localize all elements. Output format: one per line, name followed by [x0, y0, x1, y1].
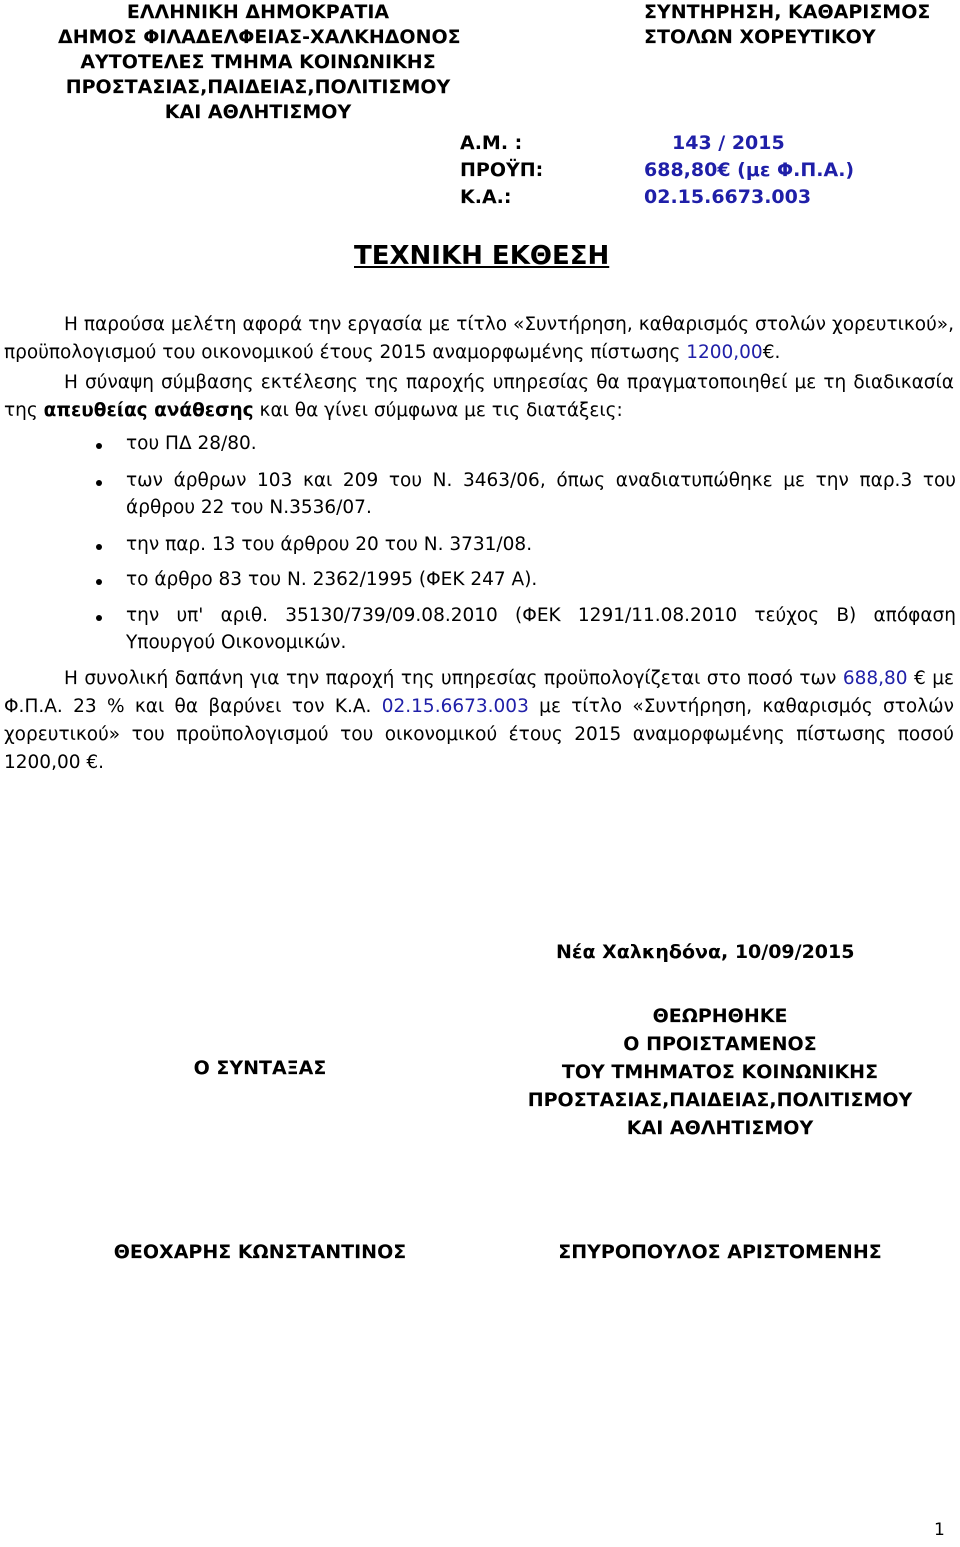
- ka-label: Κ.Α.:: [460, 186, 512, 208]
- supervisor-line: ΠΡΟΣΤΑΣΙΑΣ,ΠΑΙΔΕΙΑΣ,ΠΟΛΙΤΙΣΜΟΥ: [527, 1089, 913, 1111]
- am-label: Α.Μ. :: [460, 132, 523, 154]
- list-item: του ΠΔ 28/80.: [126, 433, 257, 454]
- intro-tail: €.: [762, 342, 781, 363]
- authority-header: [58, 0, 461, 125]
- paragraph-procedure: [4, 369, 954, 425]
- expense-text: Η συνολική δαπάνη για την παροχή της υπηρεσίας προϋπολογίζεται στο ποσό των: [64, 668, 843, 689]
- expense-amount: 688,80: [842, 668, 908, 689]
- header-line: ΠΡΟΣΤΑΣΙΑΣ,ΠΑΙΔΕΙΑΣ,ΠΟΛΙΤΙΣΜΟΥ: [65, 76, 451, 98]
- author-name: ΘΕΟΧΑΡΗΣ ΚΩΝΣΤΑΝΤΙΝΟΣ: [113, 1241, 407, 1263]
- bullet-icon: [96, 443, 102, 449]
- supervisor-line: ΚΑΙ ΑΘΛΗΤΙΣΜΟΥ: [626, 1117, 814, 1139]
- bullet-icon: [96, 615, 102, 621]
- paragraph-intro: [4, 311, 954, 367]
- header-line: ΕΛΛΗΝΙΚΗ ΔΗΜΟΚΡΑΤΙΑ: [126, 1, 390, 23]
- paragraph-expense: [4, 665, 954, 777]
- budget-value: 688,80€ (με Φ.Π.Α.): [644, 159, 855, 181]
- am-value: 143 / 2015: [672, 132, 785, 154]
- expense-text-2: € με Φ.Π.Α. 23 % και θα βαρύνει τον Κ.Α.: [4, 668, 954, 717]
- list-item: την παρ. 13 του άρθρου 20 του Ν. 3731/08.: [126, 534, 533, 555]
- list-item: των άρθρων 103 και 209 του Ν. 3463/06, όπως αναδιατυπώθηκε με την παρ.3 του άρθρου 22 του Ν.3536/07.: [126, 470, 956, 518]
- list-item: την υπ' αριθ. 35130/739/09.08.2010 (ΦΕΚ 1291/11.08.2010 τεύχος Β) απόφαση Υπουργού Οικονομικών.: [126, 605, 956, 653]
- procedure-text-end: και θα γίνει σύμφωνα με τις διατάξεις:: [253, 400, 623, 421]
- supervisor-line: ΤΟΥ ΤΜΗΜΑΤΟΣ ΚΟΙΝΩΝΙΚΗΣ: [561, 1061, 879, 1083]
- header-line: ΑΥΤΟΤΕΛΕΣ ΤΜΗΜΑ ΚΟΙΝΩΝΙΚΗΣ: [80, 51, 436, 73]
- supervisor-block: [490, 1002, 950, 1142]
- intro-text: Η παρούσα μελέτη αφορά την εργασία με τίτλο «Συντήρηση, καθαρισμός στολών χορευτικού», προϋπολογισμού του οικονομικού έτους 2015 αναμορφωμένης πίστωσης: [4, 314, 954, 363]
- budget-label: ΠΡΟΫΠ:: [460, 159, 544, 181]
- document-title: ΤΕΧΝΙΚΗ ΕΚΘΕΣΗ: [354, 241, 610, 271]
- header-line: ΔΗΜΟΣ ΦΙΛΑΔΕΛΦΕΙΑΣ-ΧΑΛΚΗΔΟΝΟΣ: [58, 26, 461, 48]
- bullet-icon: [96, 579, 102, 585]
- subject-line: ΣΥΝΤΗΡΗΣΗ, ΚΑΘΑΡΙΣΜΟΣ: [644, 1, 931, 23]
- header-line: ΚΑΙ ΑΘΛΗΤΙΣΜΟΥ: [164, 101, 352, 123]
- credit-amount: 1200,00: [686, 342, 763, 363]
- supervisor-name: ΣΠΥΡΟΠΟΥΛΟΣ ΑΡΙΣΤΟΜΕΝΗΣ: [558, 1241, 882, 1263]
- date-line: Νέα Χαλκηδόνα, 10/09/2015: [556, 941, 855, 963]
- subject-line: ΣΤΟΛΩΝ ΧΟΡΕΥΤΙΚΟΥ: [644, 26, 876, 48]
- subject-header: [644, 0, 930, 50]
- list-item: το άρθρο 83 του Ν. 2362/1995 (ΦΕΚ 247 Α).: [126, 569, 538, 590]
- author-role: Ο ΣΥΝΤΑΞΑΣ: [193, 1057, 327, 1079]
- ka-value: 02.15.6673.003: [644, 186, 812, 208]
- bullet-icon: [96, 480, 102, 486]
- bullet-icon: [96, 544, 102, 550]
- page-number: 1: [934, 1520, 945, 1540]
- procedure-type: απευθείας ανάθεσης: [43, 400, 254, 421]
- expense-text-3: με τίτλο «Συντήρηση, καθαρισμός στολών χορευτικού» του προϋπολογισμού του οικονομικού έτους 2015 αναμορφωμένης πίστωσης ποσού 1200,00 €.: [4, 696, 954, 773]
- procedure-text: Η σύναψη σύμβασης εκτέλεσης της παροχής υπηρεσίας θα πραγματοποιηθεί με τη διαδικασία της: [4, 372, 954, 421]
- supervisor-line: Ο ΠΡΟΙΣΤΑΜΕΝΟΣ: [623, 1033, 817, 1055]
- expense-ka: 02.15.6673.003: [381, 696, 529, 717]
- supervisor-line: ΘΕΩΡΗΘΗΚΕ: [652, 1005, 788, 1027]
